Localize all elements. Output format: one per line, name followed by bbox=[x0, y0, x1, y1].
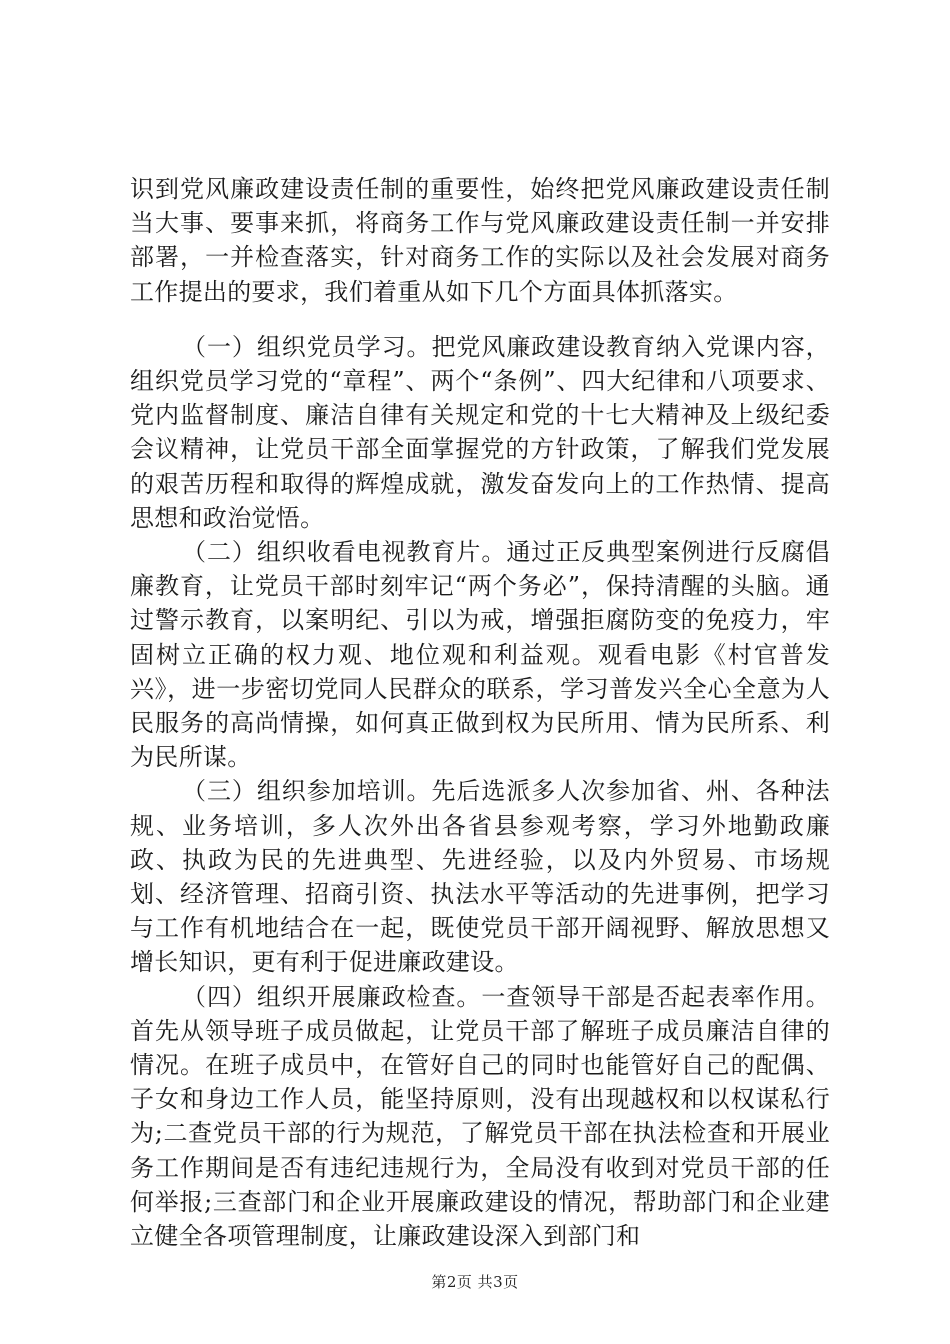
paragraph-section-1: （一）组织党员学习。把党风廉政建设教育纳入党课内容，组织党员学习党的“章程”、两个“条例”、四大纪律和八项要求、党内监督制度、廉洁自律有关规定和党的十七大精神及上级纪委会议精神，让党员干部全面掌握党的方针政策，了解我们党发展的艰苦历程和取得的辉煌成就，激发奋发向上的工作热情、提高思想和政治觉悟。 bbox=[130, 332, 830, 532]
paragraph-section-3: （三）组织参加培训。先后选派多人次参加省、州、各种法规、业务培训，多人次外出各省县参观考察，学习外地勤政廉政、执政为民的先进典型、先进经验，以及内外贸易、市场规划、经济管理、招商引资、执法水平等活动的先进事例，把学习与工作有机地结合在一起，既使党员干部开阔视野、解放思想又增长知识，更有利于促进廉政建设。 bbox=[130, 777, 830, 977]
paragraph-section-4: （四）组织开展廉政检查。一查领导干部是否起表率作用。首先从领导班子成员做起，让党员干部了解班子成员廉洁自律的情况。在班子成员中，在管好自己的同时也能管好自己的配偶、子女和身边工作人员，能坚持原则，没有出现越权和以权谋私行为;二查党员干部的行为规范，了解党员干部在执法检查和开展业务工作期间是否有违纪违规行为，全局没有收到对党员干部的任何举报;三查部门和企业开展廉政建设的情况，帮助部门和企业建立健全各项管理制度，让廉政建设深入到部门和 bbox=[130, 982, 830, 1251]
paragraph-section-2: （二）组织收看电视教育片。通过正反典型案例进行反腐倡廉教育，让党员干部时刻牢记“两个务必”，保持清醒的头脑。通过警示教育，以案明纪、引以为戒，增强拒腐防变的免疫力，牢固树立正确的权力观、地位观和利益观。观看电影《村官普发兴》，进一步密切党同人民群众的联系，学习普发兴全心全意为人民服务的高尚情操，如何真正做到权为民所用、情为民所系、利为民所谋。 bbox=[130, 538, 830, 772]
document-body bbox=[130, 172, 830, 1253]
paragraph-intro: 识到党风廉政建设责任制的重要性，始终把党风廉政建设责任制当大事、要事来抓，将商务工作与党风廉政建设责任制一并安排部署，一并检查落实，针对商务工作的实际以及社会发展对商务工作提出的要求，我们着重从如下几个方面具体抓落实。 bbox=[130, 175, 830, 306]
page-footer: 第2页 共3页 bbox=[431, 1273, 519, 1291]
